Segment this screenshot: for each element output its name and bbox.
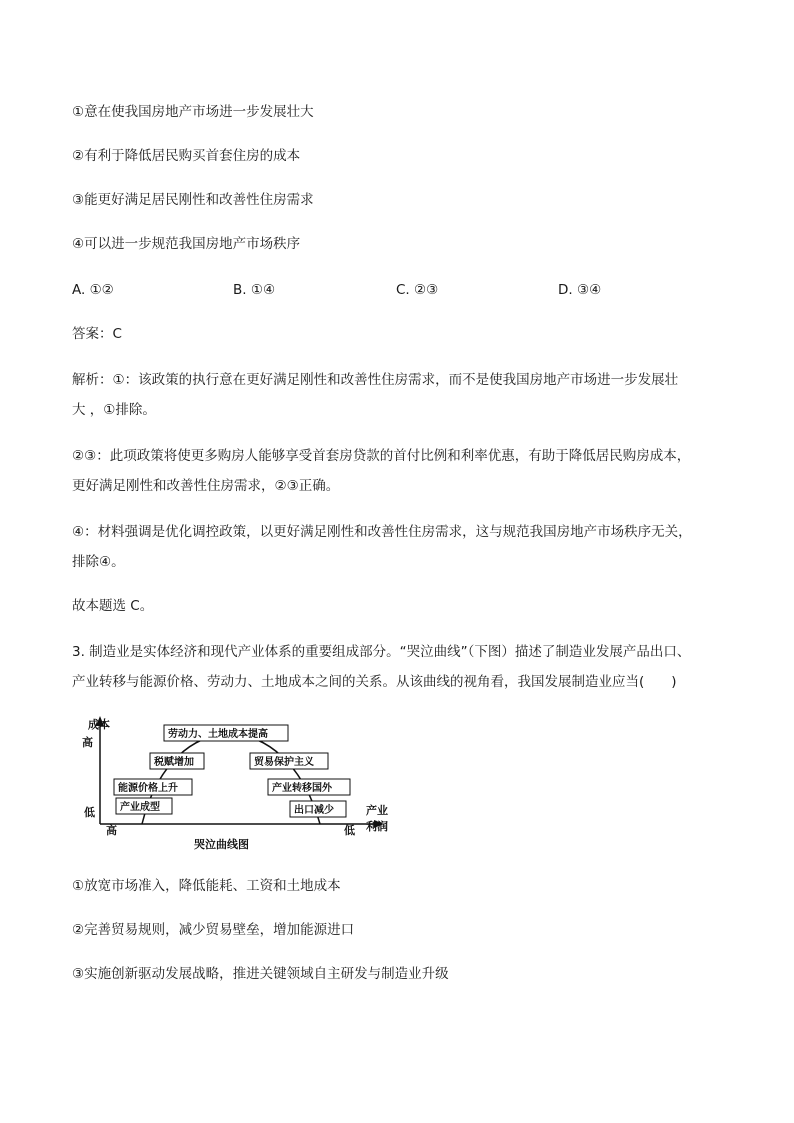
- q3-statement-2: ②完善贸易规则，减少贸易壁垒，增加能源进口: [72, 922, 355, 938]
- y-axis-label: 成本: [88, 718, 110, 731]
- conclusion: 故本题选 C。: [72, 598, 154, 614]
- crying-curve-svg: [76, 712, 398, 858]
- x-axis-label: 利润: [366, 820, 388, 833]
- box-right-middle-label: 产业转移国外: [272, 783, 332, 794]
- statement-4: ④可以进一步规范我国房地产市场秩序: [72, 236, 301, 252]
- box-left-lower-label: 产业成型: [120, 802, 160, 813]
- option-c: C. ②③: [396, 282, 439, 298]
- question-3-stem: 产业转移与能源价格、劳动力、土地成本之间的关系。从该曲线的视角看，我国发展制造业应当( ): [72, 674, 677, 690]
- analysis-line: ④：材料强调是优化调控政策，以更好满足刚性和改善性住房需求，这与规范我国房地产市场秩序无关，: [72, 524, 692, 540]
- box-right-upper-label: 贸易保护主义: [254, 757, 314, 768]
- q3-statement-1: ①放宽市场准入，降低能耗、工资和土地成本: [72, 878, 341, 894]
- statement-1: ①意在使我国房地产市场进一步发展壮大: [72, 104, 314, 120]
- figure-caption: 哭泣曲线图: [194, 838, 249, 851]
- analysis-line: 更好满足刚性和改善性住房需求，②③正确。: [72, 478, 340, 494]
- x-axis-label: 产业: [366, 804, 388, 817]
- analysis-line: 解析：①：该政策的执行意在更好满足刚性和改善性住房需求，而不是使我国房地产市场进一步发展壮: [72, 372, 679, 388]
- y-axis-high-label: 高: [82, 736, 93, 749]
- box-left-middle-label: 能源价格上升: [118, 783, 178, 794]
- analysis-line: ②③：此项政策将使更多购房人能够享受首套房贷款的首付比例和利率优惠，有助于降低居民购房成本，: [72, 448, 691, 464]
- option-a: A. ①②: [72, 282, 114, 298]
- x-axis-low-label: 低: [344, 824, 355, 837]
- option-b: B. ①④: [233, 282, 276, 298]
- box-top-label: 劳动力、土地成本提高: [168, 729, 268, 740]
- crying-curve-figure: [76, 712, 398, 858]
- option-d: D. ③④: [558, 282, 602, 298]
- analysis-line: 大 ，①排除。: [72, 402, 156, 418]
- statement-3: ③能更好满足居民刚性和改善性住房需求: [72, 192, 314, 208]
- statement-2: ②有利于降低居民购买首套住房的成本: [72, 148, 301, 164]
- box-right-lower-label: 出口减少: [294, 805, 334, 816]
- box-left-upper-label: 税赋增加: [154, 757, 194, 768]
- analysis-line: 排除④。: [72, 554, 125, 570]
- question-3-stem: 3. 制造业是实体经济和现代产业体系的重要组成部分。“哭泣曲线”（下图）描述了制造业发展产品出口、: [72, 644, 691, 660]
- y-axis-low-label: 低: [84, 806, 95, 819]
- x-axis-high-label: 高: [106, 824, 117, 837]
- q3-statement-3: ③实施创新驱动发展战略，推进关键领域自主研发与制造业升级: [72, 966, 449, 982]
- answer: 答案：C: [72, 326, 122, 342]
